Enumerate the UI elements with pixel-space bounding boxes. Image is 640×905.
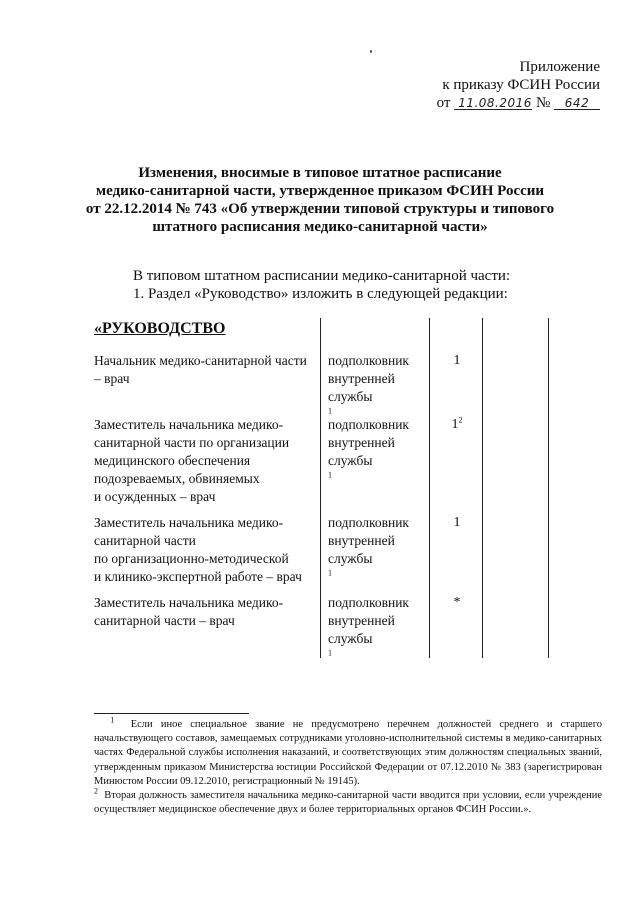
appendix-label: Приложение [519,59,600,75]
footnote-ref: 2 [458,415,463,425]
count-cell [446,514,468,532]
rank-cell [328,416,424,488]
table-column-divider [482,318,483,658]
title-line: от 22.12.2014 № 743 «Об утверждении типовой структуры и типового [85,201,555,217]
table-column-divider [320,318,321,658]
position-cell [94,514,316,586]
position-cell [94,594,316,630]
position-text: санитарной части [94,533,196,548]
position-text: Заместитель начальника медико- [94,515,284,530]
footnote-ref: 1 [328,568,332,578]
rank-text: внутренней [328,435,395,450]
appendix-header [437,58,600,112]
document-title [80,164,560,236]
position-text: санитарной части по организации [94,435,290,450]
count-cell [446,352,468,370]
position-text: Начальник медико-санитарной части [94,353,307,368]
footnote-ref: 1 [328,470,332,480]
title-line: медико-санитарной части, утвержденное приказом ФСИН России [95,183,545,199]
count-value: 1 [451,417,459,432]
handwritten-number: 642 [554,97,600,110]
title-line: Изменения, вносимые в типовое штатное расписание [138,165,502,181]
rank-text: внутренней [328,371,395,386]
scan-speck [370,50,372,53]
rank-text [328,550,424,586]
table-column-divider [548,318,549,658]
from-label: от [436,95,451,111]
rank-text: внутренней [328,613,395,628]
intro-paragraph [133,267,510,303]
rank-word: службы [328,453,373,468]
footnote [94,715,603,789]
rank-cell [328,352,424,424]
appendix-date-number-line [437,94,600,112]
footnotes [94,715,603,817]
position-text: подозреваемых, обвиняемых [94,471,260,486]
number-label: № [535,95,551,111]
count-value: 1 [453,515,461,530]
rank-word: службы [328,389,373,404]
title-line: штатного расписания медико-санитарной части» [152,219,488,235]
rank-text: внутренней [328,533,395,548]
rank-text: подполковник [328,595,409,610]
rank-text: подполковник [328,515,409,530]
footnote-separator [94,713,249,714]
rank-word: службы [328,631,373,646]
footnote-ref: 1 [328,648,332,658]
position-text: Заместитель начальника медико- [94,417,284,432]
intro-line-2: 1. Раздел «Руководство» изложить в следующей редакции: [133,286,508,302]
rank-word: службы [328,551,373,566]
footnote-marker: 2 [94,786,98,796]
position-cell [94,416,316,506]
position-text: санитарной части – врач [94,613,235,628]
footnote-text: Если иное специальное звание не предусмотрено перечнем должностей среднего и старшего начальствующего составов, замещаемых сотрудниками уголовно-исполнительной системы в медико-санитарных частях Федеральной службы исполнения наказаний, и соответствующих этим должностям специальных званий, утвержденным приказом Министерства юстиции Российской Федерации от 07.12.2010 № 383 (зарегистрирован Минюстом России 09.12.2010, регистрационный № 19145). [94,719,603,787]
count-cell [446,416,468,434]
handwritten-date: 11.08.2016 [454,97,532,110]
position-text: по организационно-методической [94,551,289,566]
rank-cell [328,594,424,666]
rank-text: подполковник [328,353,409,368]
table-column-divider [429,318,430,658]
position-text: – врач [94,371,130,386]
intro-line-1: В типовом штатном расписании медико-санитарной части: [133,268,511,284]
rank-text [328,630,424,666]
rank-cell [328,514,424,586]
count-value: 1 [453,353,461,368]
section-heading: «РУКОВОДСТВО [94,320,226,337]
appendix-order-reference: к приказу ФСИН России [442,77,600,93]
rank-text [328,452,424,488]
rank-text: подполковник [328,417,409,432]
position-text: медицинского обеспечения [94,453,251,468]
footnote-ref: 1 [328,406,332,416]
footnote [94,786,602,817]
position-text: Заместитель начальника медико- [94,595,284,610]
count-value: * [453,595,461,610]
count-cell [446,594,468,612]
position-text: и клинико-экспертной работе – врач [94,569,302,584]
footnote-text: Вторая должность заместителя начальника медико-санитарной части вводится при условии, если учреждение осуществляет медицинское обеспечение двух и более территориальных органов ФСИН России.». [94,790,602,816]
position-cell [94,352,316,388]
position-text: и осужденных – врач [94,489,216,504]
footnote-marker: 1 [110,715,115,725]
